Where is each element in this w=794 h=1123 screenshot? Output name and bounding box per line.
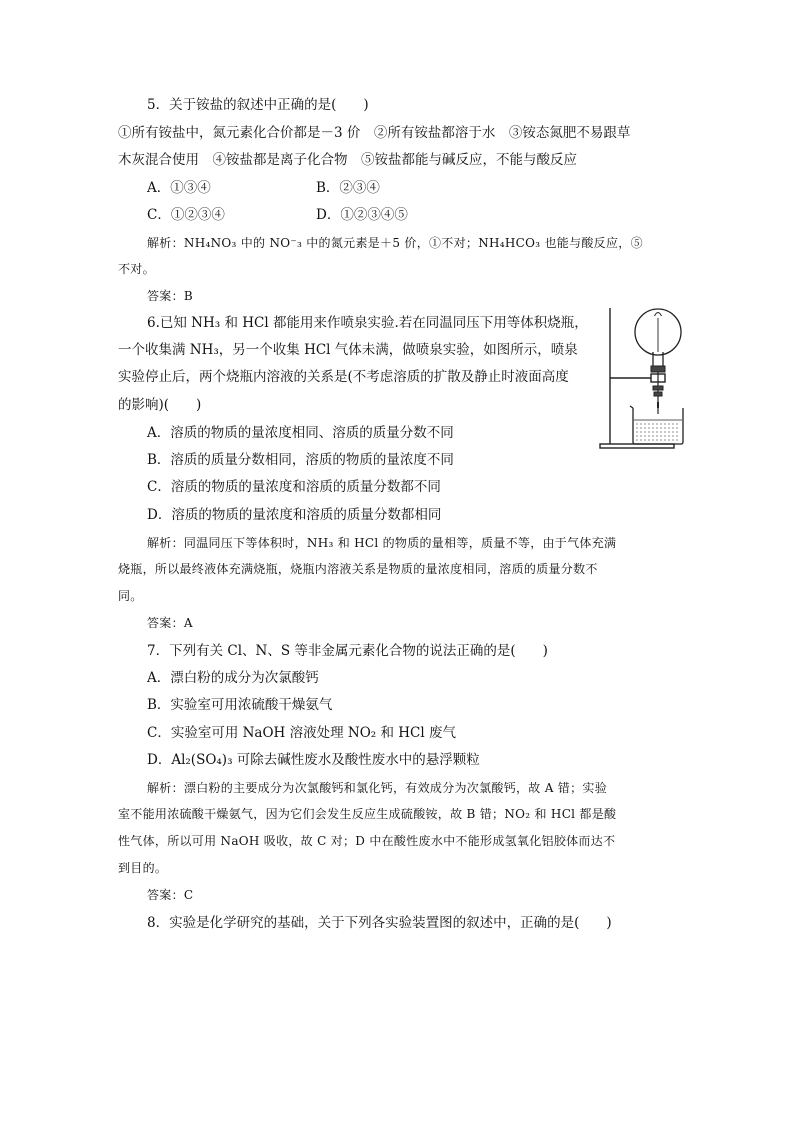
- q6-explanation-line3: 同。: [118, 589, 143, 603]
- beaker: [630, 406, 683, 444]
- q5-explanation-line1: 解析：NH₄NO₃ 中的 NO⁻₃ 中的氮元素是＋5 价，①不对；NH₄HCO₃ 也能与酸反应，⑤: [147, 236, 643, 250]
- q7-explanation-line1: 解析：漂白粉的主要成分为次氯酸钙和氯化钙，有效成分为次氯酸钙，故 A 错；实验: [147, 781, 607, 795]
- q7-option-a: A．漂白粉的成分为次氯酸钙: [147, 670, 319, 686]
- q5-explanation-line2: 不对。: [118, 262, 155, 276]
- q5-stem: 5．关于铵盐的叙述中正确的是( ): [147, 97, 369, 113]
- q7-stem: 7．下列有关 Cl、N、S 等非金属元素化合物的说法正确的是( ): [147, 643, 548, 659]
- q6-explanation-line1: 解析：同温同压下等体积时，NH₃ 和 HCl 的物质的量相等，质量不等，由于气体充满: [147, 536, 617, 550]
- q6-option-d: D．溶质的物质的量浓度和溶质的质量分数都相同: [147, 507, 442, 523]
- q7-explanation-line2: 室不能用浓硫酸干燥氨气，因为它们会发生反应生成硫酸铵，故 B 错；NO₂ 和 HCl 都是酸: [118, 807, 617, 821]
- q7-explanation-line4: 到目的。: [118, 861, 168, 875]
- q6-explanation-line2: 烧瓶，所以最终液体充满烧瓶，烧瓶内溶液关系是物质的量浓度相同，溶质的质量分数不: [118, 562, 598, 576]
- q6-stem-line1: 6.已知 NH₃ 和 HCl 都能用来作喷泉实验.若在同温同压下用等体积烧瓶，: [147, 315, 588, 331]
- q5-statements-line2: 木灰混合使用 ④铵盐都是离子化合物 ⑤铵盐都能与碱反应，不能与酸反应: [118, 152, 577, 168]
- q5-option-b: B．②③④: [316, 180, 380, 196]
- q7-option-b: B．实验室可用浓硫酸干燥氨气: [147, 697, 333, 713]
- q6-answer: 答案：A: [147, 616, 193, 630]
- q8-stem: 8．实验是化学研究的基础，关于下列各实验装置图的叙述中，正确的是( ): [147, 915, 612, 931]
- q6-stem-line4: 的影响)( ): [118, 397, 202, 413]
- q7-explanation-line3: 性气体，所以可用 NaOH 吸收，故 C 对；D 中在酸性废水中不能形成氢氧化铝胶体而达不: [118, 834, 616, 848]
- q5-option-d: D．①②③④⑤: [316, 207, 408, 223]
- q7-answer: 答案：C: [147, 888, 194, 902]
- q7-option-d: D．Al₂(SO₄)₃ 可除去碱性废水及酸性废水中的悬浮颗粒: [147, 752, 480, 768]
- q6-option-c: C．溶质的物质的量浓度和溶质的质量分数都不同: [147, 479, 441, 495]
- q5-statements-line1: ①所有铵盐中，氮元素化合价都是－3 价 ②所有铵盐都溶于水 ③铵态氮肥不易跟草: [118, 125, 631, 141]
- q6-option-b: B．溶质的质量分数相同，溶质的物质的量浓度不同: [147, 452, 454, 468]
- q7-option-c: C．实验室可用 NaOH 溶液处理 NO₂ 和 HCl 废气: [147, 725, 456, 741]
- q5-answer: 答案：B: [147, 289, 194, 303]
- q6-option-a: A．溶质的物质的量浓度相同、溶质的质量分数不同: [147, 425, 454, 441]
- stopper-and-tube: [651, 366, 665, 414]
- q5-option-c: C．①②③④: [147, 207, 225, 223]
- fountain-apparatus-figure: [596, 302, 696, 450]
- round-flask: [635, 309, 681, 368]
- q6-stem-line3: 实验停止后，两个烧瓶内溶液的关系是(不考虑溶质的扩散及静止时液面高度: [118, 369, 569, 385]
- q5-option-a: A．①③④: [147, 180, 211, 196]
- q6-stem-line2: 一个收集满 NH₃，另一个收集 HCl 气体未满，做喷泉实验，如图所示，喷泉: [118, 342, 578, 358]
